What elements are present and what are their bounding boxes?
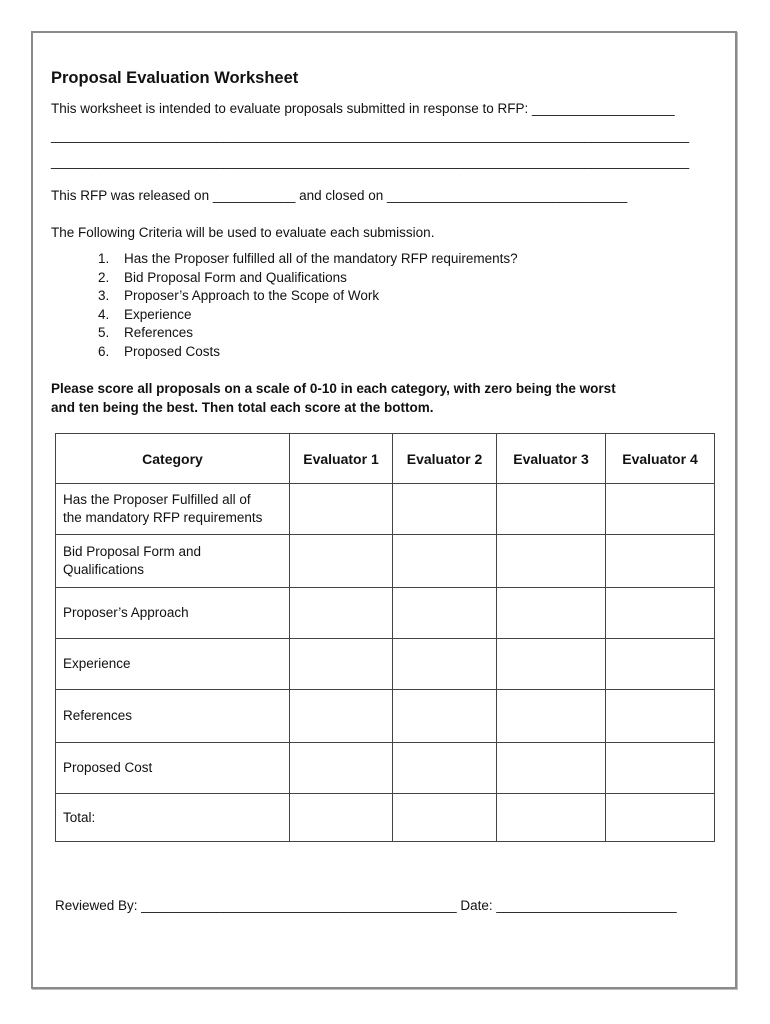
criteria-intro: The Following Criteria will be used to evaluate each submission.	[51, 225, 435, 240]
category-cell	[56, 794, 290, 842]
score-cell-evaluator-4[interactable]	[606, 690, 715, 743]
score-cell-evaluator-4[interactable]	[606, 484, 715, 535]
category-cell	[56, 743, 290, 794]
criteria-item	[98, 269, 518, 288]
criteria-number: 6.	[98, 343, 110, 359]
score-cell-evaluator-1[interactable]	[290, 639, 393, 690]
category-label-line: Proposer’s Approach	[63, 605, 189, 620]
date-field[interactable]: Date: ________________________	[460, 898, 677, 913]
criteria-list	[98, 250, 518, 362]
category-cell	[56, 639, 290, 690]
score-cell-evaluator-1[interactable]	[290, 690, 393, 743]
score-cell-evaluator-3[interactable]	[497, 690, 606, 743]
category-label-line: Experience	[63, 656, 131, 671]
table-row	[56, 690, 715, 743]
instructions-line: and ten being the best. Then total each score at the bottom.	[51, 400, 434, 415]
category-label-line: Qualifications	[63, 562, 145, 577]
category-cell	[56, 535, 290, 588]
table-header-row	[56, 434, 715, 484]
score-cell-evaluator-2[interactable]	[393, 690, 497, 743]
category-cell	[56, 690, 290, 743]
intro-line: This worksheet is intended to evaluate proposals submitted in response to RFP: ___________________	[51, 101, 675, 116]
score-cell-evaluator-1[interactable]	[290, 535, 393, 588]
score-cell-evaluator-3[interactable]	[497, 535, 606, 588]
table-row-total	[56, 794, 715, 842]
category-label-line: Proposed Cost	[63, 760, 153, 775]
criteria-item	[98, 343, 518, 362]
score-cell-evaluator-3[interactable]	[497, 588, 606, 639]
table-row	[56, 588, 715, 639]
criteria-item	[98, 306, 518, 325]
criteria-number: 1.	[98, 251, 110, 266]
criteria-text: Experience	[124, 306, 192, 322]
table-row	[56, 743, 715, 794]
total-cell-evaluator-1[interactable]	[290, 794, 393, 842]
total-cell-evaluator-2[interactable]	[393, 794, 497, 842]
score-cell-evaluator-3[interactable]	[497, 484, 606, 535]
criteria-number: 4.	[98, 306, 110, 322]
document-title: Proposal Evaluation Worksheet	[51, 69, 299, 87]
criteria-text: References	[124, 325, 194, 341]
criteria-item	[98, 287, 518, 306]
blank-line-1: _____________________________________________________________________________________	[51, 128, 690, 143]
criteria-text: Proposer’s Approach to the Scope of Work	[124, 288, 380, 304]
evaluation-table	[55, 433, 715, 842]
score-cell-evaluator-1[interactable]	[290, 484, 393, 535]
criteria-number: 5.	[98, 325, 110, 341]
header-evaluator-4: Evaluator 4	[606, 434, 715, 484]
score-cell-evaluator-3[interactable]	[497, 743, 606, 794]
score-cell-evaluator-4[interactable]	[606, 639, 715, 690]
reviewed-by-field[interactable]: Reviewed By: __________________________________________	[55, 898, 457, 913]
category-label-line: References	[63, 708, 133, 723]
release-line: This RFP was released on ___________ and closed on ________________________________	[51, 188, 628, 203]
header-category: Category	[56, 434, 290, 484]
criteria-text: Proposed Costs	[124, 343, 221, 359]
score-cell-evaluator-2[interactable]	[393, 535, 497, 588]
header-evaluator-1: Evaluator 1	[290, 434, 393, 484]
criteria-number: 3.	[98, 288, 110, 304]
instructions-line: Please score all proposals on a scale of 0-10 in each category, with zero being the worst	[51, 381, 616, 396]
scoring-instructions	[51, 379, 616, 417]
criteria-text: Has the Proposer fulfilled all of the mandatory RFP requirements?	[124, 251, 518, 266]
table-row	[56, 535, 715, 588]
criteria-number: 2.	[98, 269, 110, 285]
header-evaluator-3: Evaluator 3	[497, 434, 606, 484]
header-evaluator-2: Evaluator 2	[393, 434, 497, 484]
blank-line-2: _____________________________________________________________________________________	[51, 154, 690, 169]
criteria-text: Bid Proposal Form and Qualifications	[124, 269, 347, 285]
category-label-line: Bid Proposal Form and	[63, 544, 202, 559]
table-row	[56, 484, 715, 535]
score-cell-evaluator-1[interactable]	[290, 588, 393, 639]
score-cell-evaluator-2[interactable]	[393, 639, 497, 690]
score-cell-evaluator-2[interactable]	[393, 588, 497, 639]
category-label-line: Has the Proposer Fulfilled all of	[63, 492, 251, 507]
category-cell	[56, 484, 290, 535]
score-cell-evaluator-4[interactable]	[606, 535, 715, 588]
criteria-item	[98, 324, 518, 343]
category-label-line: Total:	[63, 809, 96, 825]
score-cell-evaluator-1[interactable]	[290, 743, 393, 794]
score-cell-evaluator-2[interactable]	[393, 484, 497, 535]
category-label-line: the mandatory RFP requirements	[63, 510, 263, 525]
signature-footer	[55, 898, 677, 913]
score-cell-evaluator-2[interactable]	[393, 743, 497, 794]
criteria-item	[98, 250, 518, 269]
total-cell-evaluator-4[interactable]	[606, 794, 715, 842]
score-cell-evaluator-4[interactable]	[606, 588, 715, 639]
score-cell-evaluator-4[interactable]	[606, 743, 715, 794]
score-cell-evaluator-3[interactable]	[497, 639, 606, 690]
table-row	[56, 639, 715, 690]
category-cell	[56, 588, 290, 639]
total-cell-evaluator-3[interactable]	[497, 794, 606, 842]
